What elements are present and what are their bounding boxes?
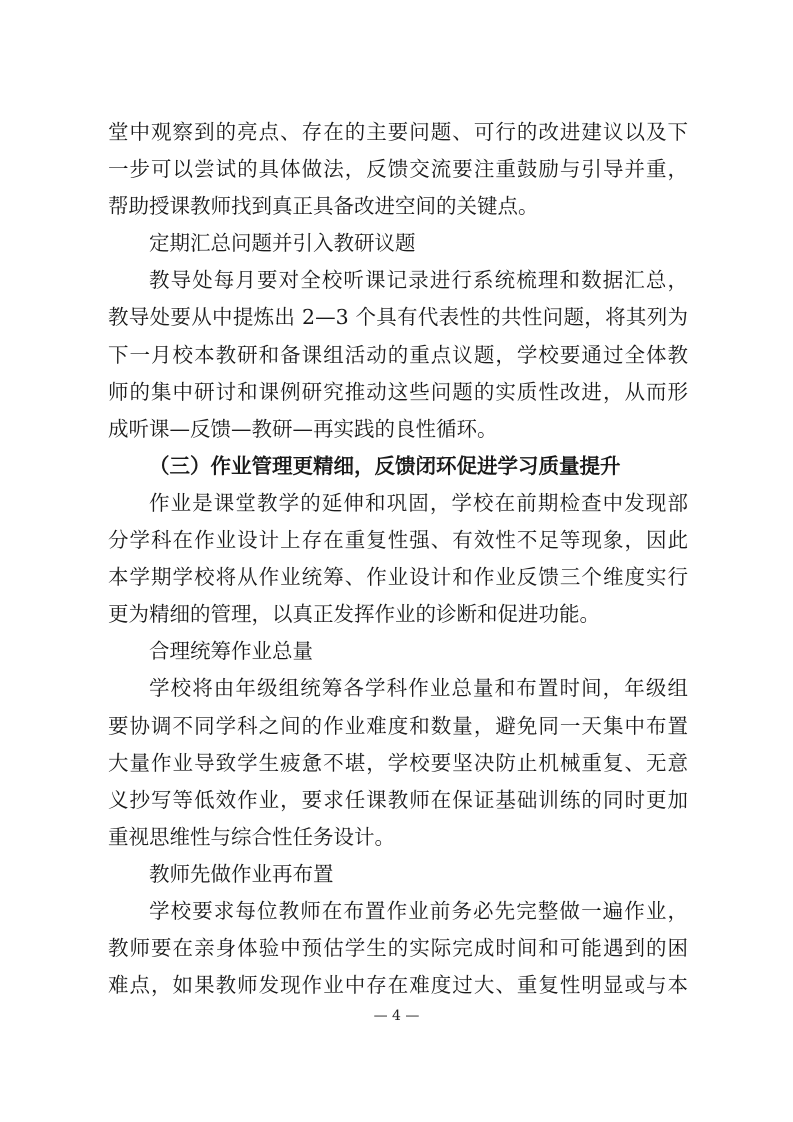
- body-text-line: 成听课—反馈—教研—再实践的良性循环。: [108, 416, 498, 441]
- subheading: 合理统筹作业总量: [149, 639, 313, 664]
- body-text-line: 下一月校本教研和备课组活动的重点议题，学校要通过全体教: [108, 342, 688, 367]
- body-text-line: 作业是课堂教学的延伸和巩固，学校在前期检查中发现部: [149, 490, 688, 515]
- body-text-line: 难点，如果教师发现作业中存在难度过大、重复性明显或与本: [108, 973, 688, 998]
- body-text-line: 一步可以尝试的具体做法，反馈交流要注重鼓励与引导并重，: [108, 157, 688, 182]
- body-text-line: 重视思维性与综合性任务设计。: [108, 824, 395, 849]
- body-text-line: 义抄写等低效作业，要求任课教师在保证基础训练的同时更加: [108, 787, 688, 812]
- body-text-line: 分学科在作业设计上存在重复性强、有效性不足等现象，因此: [108, 528, 688, 553]
- body-text-line: 更为精细的管理，以真正发挥作业的诊断和促进功能。: [108, 602, 600, 627]
- body-text-line: 教导处要从中提炼出 2—3 个具有代表性的共性问题，将其列为: [108, 305, 688, 330]
- body-text-line: 教导处每月要对全校听课记录进行系统梳理和数据汇总，: [149, 268, 688, 293]
- body-text-line: 大量作业导致学生疲惫不堪，学校要坚决防止机械重复、无意: [108, 750, 688, 775]
- body-text-line: 师的集中研讨和课例研究推动这些问题的实质性改进，从而形: [108, 379, 688, 404]
- body-text-line: 堂中观察到的亮点、存在的主要问题、可行的改进建议以及下: [108, 120, 688, 144]
- subheading: 教师先做作业再布置: [149, 861, 334, 886]
- body-text-line: 学校要求每位教师在布置作业前务必先完整做一遍作业，: [149, 898, 688, 923]
- section-heading: （三）作业管理更精细，反馈闭环促进学习质量提升: [149, 453, 621, 478]
- body-text-line: 帮助授课教师找到真正具备改进空间的关键点。: [108, 194, 539, 219]
- subheading: 定期汇总问题并引入教研议题: [149, 231, 416, 256]
- body-text-line: 本学期学校将从作业统筹、作业设计和作业反馈三个维度实行: [108, 565, 688, 590]
- page-number: — 4 —: [373, 1008, 420, 1024]
- body-text-line: 学校将由年级组统筹各学科作业总量和布置时间，年级组: [149, 676, 688, 701]
- document-body: [108, 114, 688, 1004]
- body-text-line: 要协调不同学科之间的作业难度和数量，避免同一天集中布置: [108, 713, 688, 738]
- body-text-line: 教师要在亲身体验中预估学生的实际完成时间和可能遇到的困: [108, 936, 688, 961]
